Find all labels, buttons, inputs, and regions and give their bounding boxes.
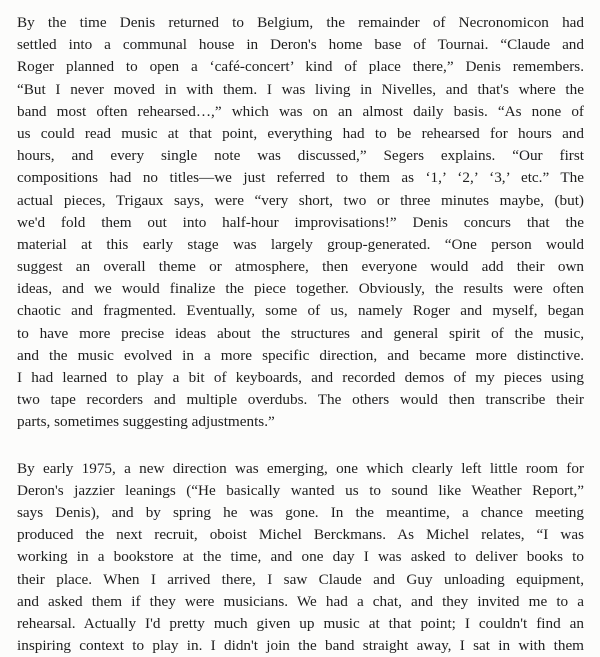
text-line: band most often rehearsed…,” which was on an almost daily basis. “As none of: [17, 102, 584, 120]
text-line: actual pieces, Trigaux says, were “very short, two or three minutes maybe, (but): [17, 191, 584, 209]
text-line: By the time Denis returned to Belgium, the remainder of Necronomicon had: [17, 14, 584, 31]
text-line: Deron's jazzier leanings (“He basically wanted us to sound like Weather Report,”: [17, 481, 584, 499]
text-line: ideas, and we would finalize the piece together. Obviously, the results were often: [17, 280, 584, 298]
text-line: Roger planned to open a ‘café-concert’ kind of place there,” Denis remembers.: [17, 58, 584, 76]
paragraph-1: [17, 12, 584, 434]
text-line: compositions had no titles—we just referred to them as ‘1,’ ‘2,’ ‘3,’ etc.” The: [17, 169, 584, 187]
text-line: suggest an overall theme or atmosphere, then everyone would add their own: [17, 258, 584, 276]
text-line: we'd fold them out into half-hour improvisations!” Denis concurs that the: [17, 213, 584, 231]
text-line: chaotic and fragmented. Eventually, some of us, namely Roger and myself, began: [17, 302, 584, 320]
text-line: By early 1975, a new direction was emerging, one which clearly left little room for: [17, 459, 584, 477]
paragraph-2: [17, 458, 584, 657]
text-line: rehearsal. Actually I'd pretty much given up music at that point; I couldn't find an: [17, 614, 584, 632]
paragraph-gap: [17, 434, 584, 458]
text-line: to have more precise ideas about the structures and general spirit of the music,: [17, 324, 584, 342]
text-line: and the music evolved in a more specific direction, and became more distinctive.: [17, 346, 584, 364]
text-line: parts, sometimes suggesting adjustments.”: [17, 413, 275, 431]
text-line: I had learned to play a bit of keyboards, and recorded demos of my pieces using: [17, 369, 584, 386]
text-line: produced the next recruit, oboist Michel Berckmans. As Michel relates, “I was: [17, 526, 584, 544]
text-line: and asked them if they were musicians. We had a chat, and they invited me to a: [17, 592, 584, 610]
text-line: hours, and every single note was discussed,” Segers explains. “Our first: [17, 147, 584, 165]
text-line: “But I never moved in with them. I was living in Nivelles, and that's where the: [17, 80, 584, 98]
text-line: us could read music at that point, everything had to be rehearsed for hours and: [17, 124, 584, 142]
text-line: two tape recorders and multiple overdubs. The others would then transcribe their: [17, 391, 584, 409]
text-line: working in a bookstore at the time, and one day I was asked to deliver books to: [17, 548, 584, 566]
text-line: settled into a communal house in Deron's home base of Tournai. “Claude and: [17, 36, 584, 54]
text-line: material at this early stage was largely group-generated. “One person would: [17, 235, 584, 253]
text-line: says Denis), and by spring he was gone. In the meantime, a chance meeting: [17, 503, 584, 521]
text-line: their place. When I arrived there, I saw Claude and Guy unloading equipment,: [17, 570, 584, 588]
text-line: inspiring context to play in. I didn't join the band straight away, I sat in with them: [17, 637, 584, 655]
